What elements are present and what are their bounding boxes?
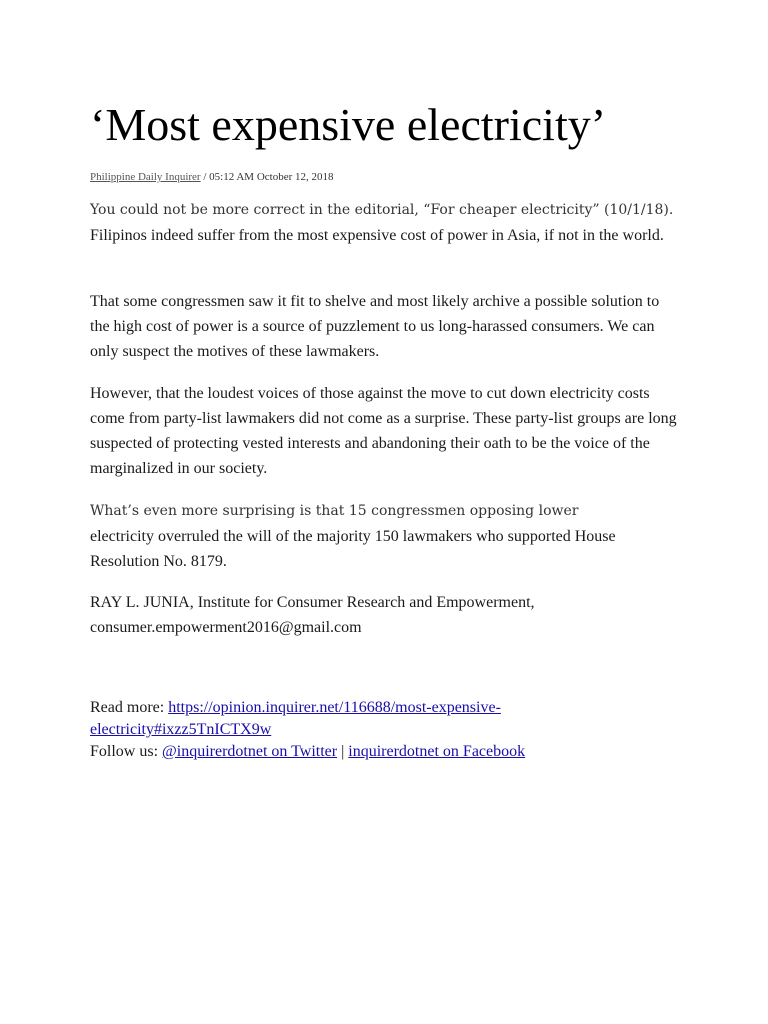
paragraph-4 xyxy=(90,498,680,574)
read-more-label: Read more: xyxy=(90,699,169,716)
byline-separator: / xyxy=(200,171,210,183)
byline xyxy=(90,170,334,184)
facebook-link[interactable]: inquirerdotnet on Facebook xyxy=(348,743,526,760)
paragraph-4-rest: electricity overruled the will of the majority 150 lawmakers who supported House Resolution No. 8179. xyxy=(90,528,616,570)
publish-datetime: 05:12 AM October 12, 2018 xyxy=(209,171,334,183)
paragraph-4-lead: What’s even more surprising is that 15 congressmen opposing lower xyxy=(90,503,579,519)
paragraph-1-lead: You could not be more correct in the editorial, “For cheaper electricity” (10/1/18). xyxy=(90,202,674,218)
follow-label: Follow us: xyxy=(90,743,163,760)
read-more-link[interactable]: https://opinion.inquirer.net/116688/most-expensive-electricity#ixzz5TnICTX9w xyxy=(90,699,501,738)
article-title: ‘Most expensive electricity’ xyxy=(90,99,607,150)
paragraph-1-rest: Filipinos indeed suffer from the most expensive cost of power in Asia, if not in the world. xyxy=(90,227,664,244)
paragraph-3: However, that the loudest voices of those against the move to cut down electricity costs come from party-list lawmakers did not come as a surprise. These party-list groups are long suspected of protecting vested interests and abandoning their oath to be the voice of the marginalized in our society. xyxy=(90,385,677,477)
signature xyxy=(90,590,680,640)
link-divider: | xyxy=(337,743,349,760)
signature-name: RAY L. JUNIA, Institute for Consumer Research and Empowerment, xyxy=(90,594,535,611)
paragraph-2: That some congressmen saw it fit to shelve and most likely archive a possible solution to the high cost of power is a source of puzzlement to us long-harassed consumers. We can only suspect the motives of these lawmakers. xyxy=(90,293,660,360)
signature-email: consumer.empowerment2016@gmail.com xyxy=(90,619,362,636)
paragraph-1 xyxy=(90,197,680,248)
twitter-link[interactable]: @inquirerdotnet on Twitter xyxy=(162,743,338,760)
source-link[interactable]: Philippine Daily Inquirer xyxy=(90,171,201,183)
footer-links xyxy=(90,697,680,763)
